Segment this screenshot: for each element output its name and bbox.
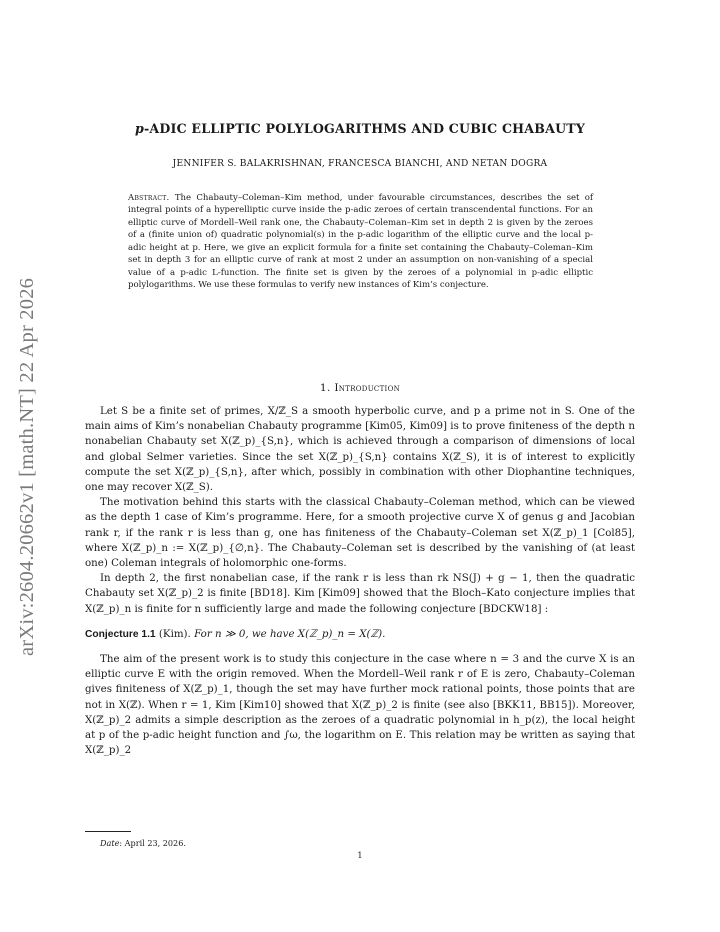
footnote-label: Date: [100, 838, 120, 848]
body-text: [85, 404, 635, 758]
paragraph: The aim of the present work is to study this conjecture in the case where n = 3 and the curve X is an elliptic curve E with the origin removed. When the Mordell–Weil rank r of E is zero, Chabauty–Coleman gives finiteness of X(ℤ_p)_1, though the set may have further mock rational points, those points that are not in X(ℤ). When r = 1, Kim [Kim10] showed that X(ℤ_p)_2 is finite (see also [BKK11, BB15]). Moreover, X(ℤ_p)_2 admits a simple description as the zeroes of a quadratic polynomial in h_p(z), the local height at p of the p-adic height function and ∫ω, the logarithm on E. This relation may be written as saying that X(ℤ_p)_2: [85, 653, 635, 757]
footnote-value: April 23, 2026.: [124, 838, 186, 848]
section-title: Introduction: [334, 382, 401, 394]
arxiv-identifier[interactable]: arXiv:2604.20662v1 [math.NT] 22 Apr 2026: [16, 277, 38, 656]
paragraph: Let S be a finite set of primes, X/ℤ_S a smooth hyperbolic curve, and p a prime not in S. One of the main aims of Kim’s nonabelian Chabauty programme [Kim05, Kim09] is to prove finiteness of the depth n nonabelian Chabauty set X(ℤ_p)_{S,n}, which is achieved through a comparison of dimensions of local and global Selmer varieties. Since the set X(ℤ_p)_{S,n} contains X(ℤ_S), it is of interest to explicitly compute the set X(ℤ_p)_{S,n}, after which, possibly in combination with other Diophantine techniques, one may recover X(ℤ_S).: [85, 405, 635, 494]
abstract: [128, 192, 593, 292]
paragraph: In depth 2, the first nonabelian case, if the rank r is less than rk NS(J) + g − 1, then the quadratic Chabauty set X(ℤ_p)_2 is finite [BD18]. Kim [Kim09] showed that the Bloch–Kato conjecture implies that X(ℤ_p)_n is finite for n sufficiently large and made the following conjecture [BDCKW18] :: [85, 572, 635, 615]
abstract-heading: Abstract.: [128, 193, 170, 203]
title-rest: -ADIC ELLIPTIC POLYLOGARITHMS AND CUBIC CHABAUTY: [143, 121, 586, 136]
conjecture-label: Conjecture 1.1: [85, 628, 156, 640]
author-list: JENNIFER S. BALAKRISHNAN, FRANCESCA BIANCHI, AND NETAN DOGRA: [172, 159, 548, 169]
conjecture: [85, 627, 635, 642]
abstract-text: The Chabauty–Coleman–Kim method, under favourable circumstances, describes the set of integral points of a hyperelliptic curve inside the p-adic zeroes of certain transcendental functions. For an elliptic curve of Mordell–Weil rank one, the Chabauty–Coleman–Kim set in depth 2 is given by the zeroes of a (finite union of) quadratic polynomial(s) in the p-adic logarithm of the elliptic curve and the local p-adic height at p. Here, we give an explicit formula for a finite set containing the Chabauty–Coleman–Kim set in depth 3 for an elliptic curve of rank at most 2 under an assumption on non-vanishing of a special value of a p-adic L-function. The finite set is given by the zeroes of a polynomial in p-adic elliptic polylogarithms. We use these formulas to verify new instances of Kim’s conjecture.: [128, 193, 594, 291]
footnote-date: Date: April 23, 2026.: [100, 838, 186, 848]
title-p: p: [134, 121, 144, 136]
section-number: 1.: [319, 382, 331, 394]
section-heading: [84, 382, 636, 394]
conjecture-attribution: (Kim).: [158, 627, 191, 640]
footnote-rule: [85, 831, 131, 832]
paper-title: [84, 121, 636, 136]
conjecture-statement: For n ≫ 0, we have X(ℤ_p)_n = X(ℤ).: [194, 627, 386, 640]
paragraph: The motivation behind this starts with the classical Chabauty–Coleman method, which can be viewed as the depth 1 case of Kim’s programme. Here, for a smooth projective curve X of genus g and Jacobian rank r, if the rank r is less than g, one has finiteness of the Chabauty–Coleman set X(ℤ_p)_1 [Col85], where X(ℤ_p)_n := X(ℤ_p)_{∅,n}. The Chabauty–Coleman set is described by the vanishing of (at least one) Coleman integrals of holomorphic one-forms.: [85, 496, 635, 570]
page-number: 1: [357, 851, 363, 861]
